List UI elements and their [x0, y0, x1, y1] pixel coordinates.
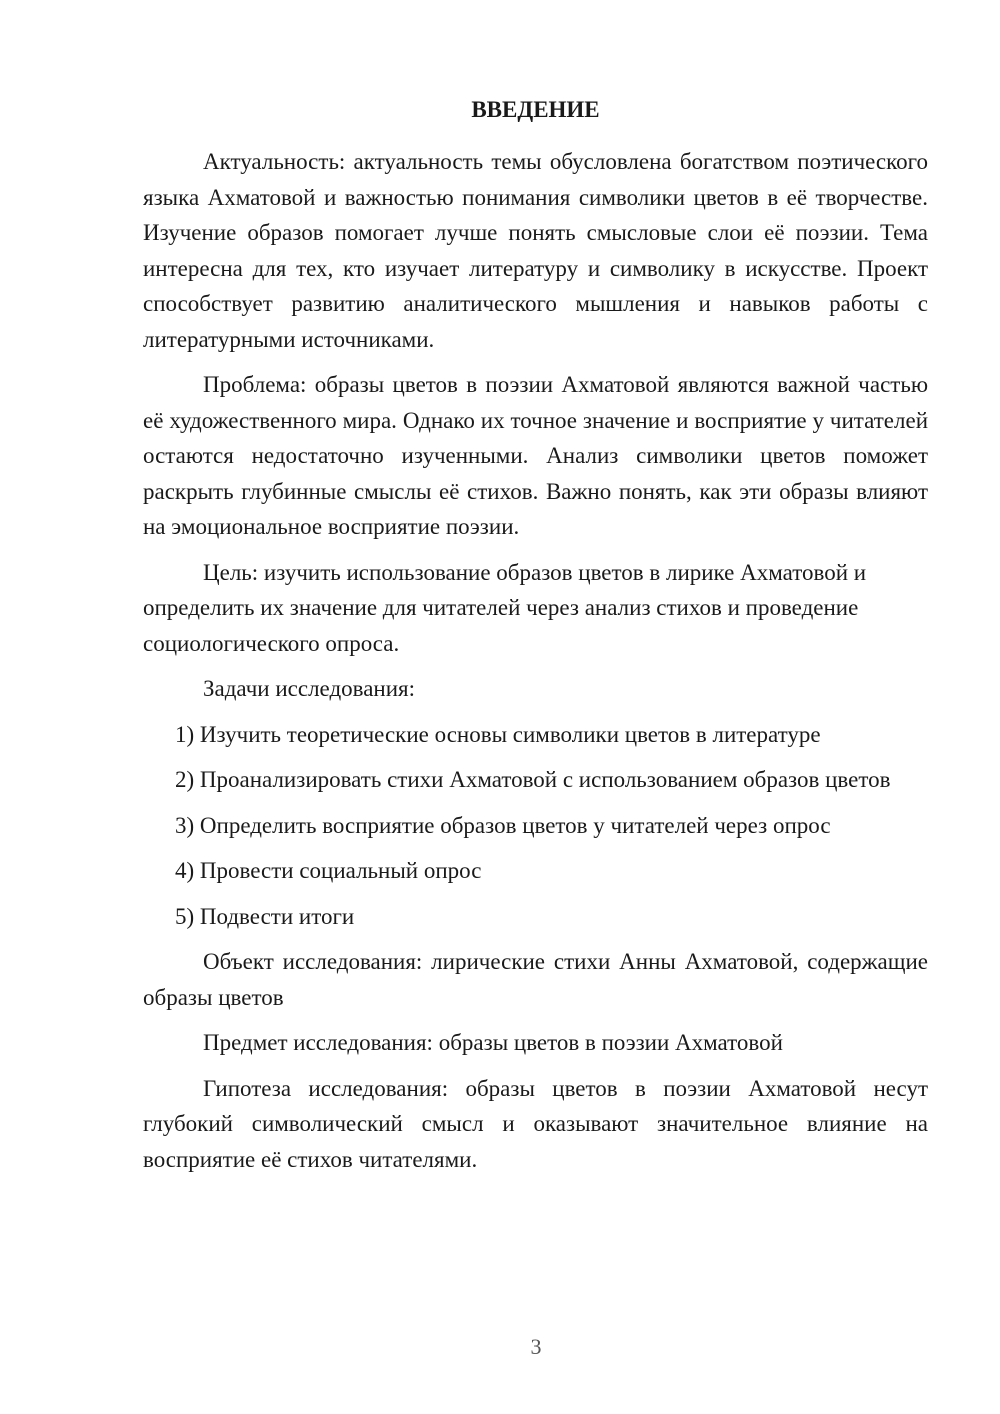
page-body: [143, 92, 928, 1187]
task-item-4: 4) Провести социальный опрос: [175, 858, 482, 883]
relevance-paragraph: Актуальность: актуальность темы обусловлена богатством поэтического языка Ахматовой и важностью понимания символики цветов в её творчестве. Изучение образов помогает лучше понять смысловые слои её поэзии. Тема интересна для тех, кто изучает литературу и символику в искусстве. Проект способствует развитию аналитического мышления и навыков работы с литературными источниками.: [143, 149, 928, 352]
task-item-5: 5) Подвести итоги: [175, 903, 355, 929]
subject-paragraph: Предмет исследования: образы цветов в поэзии Ахматовой: [203, 1030, 783, 1055]
problem-paragraph: Проблема: образы цветов в поэзии Ахматовой являются важной частью её художественного мира. Однако их точное значение и восприятие у читателей остаются недостаточно изученными. Анализ символики цветов поможет раскрыть глубинные смыслы её стихов. Важно понять, как эти образы влияют на эмоциональное восприятие поэзии.: [143, 372, 928, 539]
object-paragraph: Объект исследования: лирические стихи Анны Ахматовой, содержащие образы цветов: [143, 949, 928, 1010]
goal-paragraph: Цель: изучить использование образов цветов в лирике Ахматовой и определить их значение для читателей через анализ стихов и проведение социологического опроса.: [143, 559, 867, 656]
hypothesis-paragraph: Гипотеза исследования: образы цветов в поэзии Ахматовой несут глубокий символический смысл и оказывают значительное влияние на восприятие её стихов читателями.: [143, 1075, 928, 1172]
task-item-1: 1) Изучить теоретические основы символики цветов в литературе: [175, 721, 821, 747]
task-item-3: 3) Определить восприятие образов цветов у читателей через опрос: [175, 812, 831, 838]
task-item-2: 2) Проанализировать стихи Ахматовой с использованием образов цветов: [175, 767, 891, 792]
tasks-heading: Задачи исследования:: [203, 676, 416, 701]
page-number: 3: [530, 1334, 542, 1359]
section-title: ВВЕДЕНИЕ: [471, 97, 600, 122]
